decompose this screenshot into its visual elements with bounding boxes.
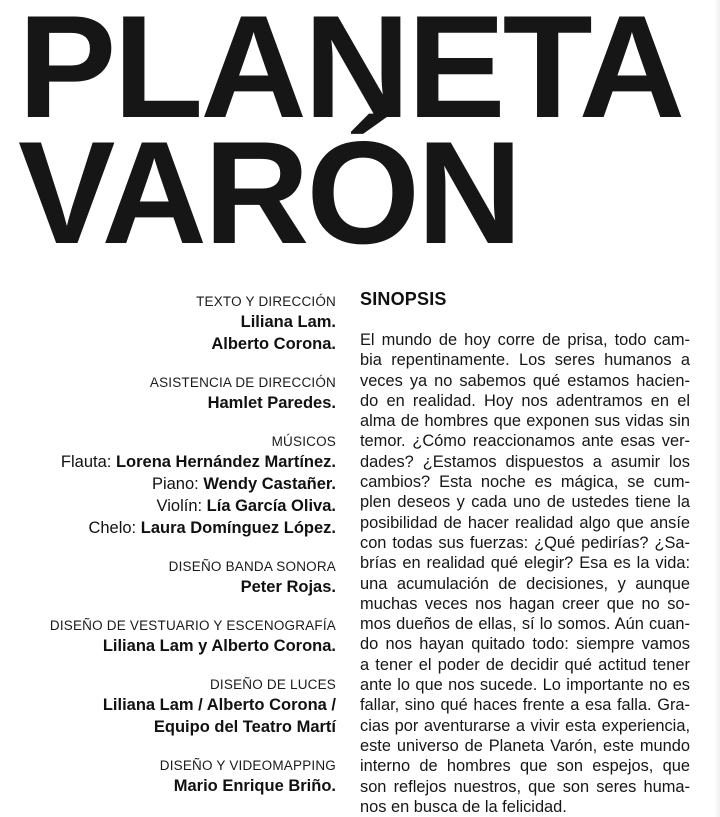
credit-role: DISEÑO BANDA SONORA [168, 559, 336, 574]
synopsis-line: temor. ¿Cómo reaccionamos ante esas ver- [360, 432, 690, 451]
credit-role: MÚSICOS [271, 434, 336, 449]
credit-luces [6, 675, 336, 738]
show-title [18, 0, 683, 274]
synopsis-line: muchas veces nos hagan creer que no so- [360, 594, 690, 613]
synopsis-line: son reflejos nuestros, que son seres huma- [360, 777, 690, 796]
credit-role: DISEÑO Y VIDEOMAPPING [159, 758, 336, 773]
synopsis-line: una acumulación de decisiones, y aunque [360, 574, 690, 593]
synopsis-line: do nos hayan quitado todo: siempre vamos [360, 635, 690, 654]
credits-column [6, 292, 336, 815]
synopsis-line: posibilidad de hacer realidad algo que ansíe [360, 513, 690, 532]
credit-name: Liliana Lam y Alberto Corona. [102, 637, 336, 655]
synopsis-heading: SINOPSIS [360, 289, 447, 309]
title-line-1: PLANETA [18, 0, 683, 148]
synopsis-line: nos en busca de la felicidad. [360, 797, 567, 816]
credit-vestuario-escenografia [6, 616, 336, 657]
musician-row [6, 517, 336, 539]
credit-name: Liliana Lam / Alberto Corona / [102, 696, 336, 714]
instrument-label: Chelo: [88, 519, 137, 537]
musician-name: Laura Domínguez López. [140, 519, 336, 537]
credit-name: Equipo del Teatro Martí [153, 718, 336, 736]
credit-role: ASISTENCIA DE DIRECCIÓN [149, 375, 336, 390]
synopsis-line: cias por aventurarse a vivir esta experiencia, [360, 716, 690, 735]
musician-row [6, 451, 336, 473]
musician-name: Lía García Oliva. [206, 497, 336, 515]
synopsis-line: veces ya no sabemos qué estamos hacien- [360, 371, 690, 390]
synopsis-line: mos dueños de ellas, sí lo somos. Aún cuan- [360, 615, 690, 634]
synopsis-line: bia repentinamente. Los seres humanos a [360, 351, 690, 370]
credit-name: Mario Enrique Briño. [173, 777, 336, 795]
synopsis-line: alma de hombres que exponen sus vidas sin [360, 412, 690, 431]
synopsis-line: dades? ¿Estamos dispuestos a asumir los [360, 452, 690, 471]
synopsis-line: interno de hombres que son espejos, que [360, 757, 690, 776]
synopsis-line: ante lo que nos sucede. Lo importante no es [360, 676, 690, 695]
musician-row [6, 473, 336, 495]
instrument-label: Piano: [151, 475, 199, 493]
credit-role: TEXTO Y DIRECCIÓN [196, 294, 336, 309]
credit-banda-sonora [6, 557, 336, 598]
credit-name: Peter Rojas. [240, 578, 336, 596]
synopsis-line: a tener el poder de decidir qué actitud tener [360, 655, 690, 674]
musician-row [6, 495, 336, 517]
synopsis-line: este universo de Planeta Varón, este mundo [360, 736, 690, 755]
credit-role: DISEÑO DE LUCES [209, 677, 336, 692]
instrument-label: Flauta: [60, 453, 112, 471]
credit-videomapping [6, 756, 336, 797]
synopsis-line: fallar, sino qué haces frente a esa falla. Gra- [360, 696, 690, 715]
synopsis-body [360, 330, 690, 817]
synopsis-line: do en realidad. Hoy nos adentramos en el [360, 391, 690, 410]
synopsis-section [360, 288, 690, 817]
credit-name: Alberto Corona. [211, 335, 336, 353]
credit-texto-direccion [6, 292, 336, 355]
credit-role: DISEÑO DE VESTUARIO Y ESCENOGRAFÍA [49, 618, 336, 633]
synopsis-line: brías en realidad qué elegir? Esa es la vida: [360, 554, 690, 573]
credit-name: Hamlet Paredes. [207, 394, 336, 412]
musician-name: Lorena Hernández Martínez. [115, 453, 336, 471]
synopsis-line: plen deseos y cada uno de ustedes tiene la [360, 493, 690, 512]
musician-name: Wendy Castañer. [203, 475, 336, 493]
synopsis-line: El mundo de hoy corre de prisa, todo cam- [360, 331, 690, 349]
title-line-2: VARÓN [18, 111, 520, 274]
synopsis-line: cambios? Esta noche es mágica, se cum- [360, 473, 690, 492]
credit-musicos [6, 432, 336, 539]
credit-name: Liliana Lam. [240, 313, 336, 331]
synopsis-line: con todas sus fuerzas: ¿Qué pedirías? ¿Sa- [360, 533, 690, 552]
page-edge-shadow [714, 0, 720, 817]
instrument-label: Violín: [156, 497, 203, 515]
credit-asistencia-direccion [6, 373, 336, 414]
